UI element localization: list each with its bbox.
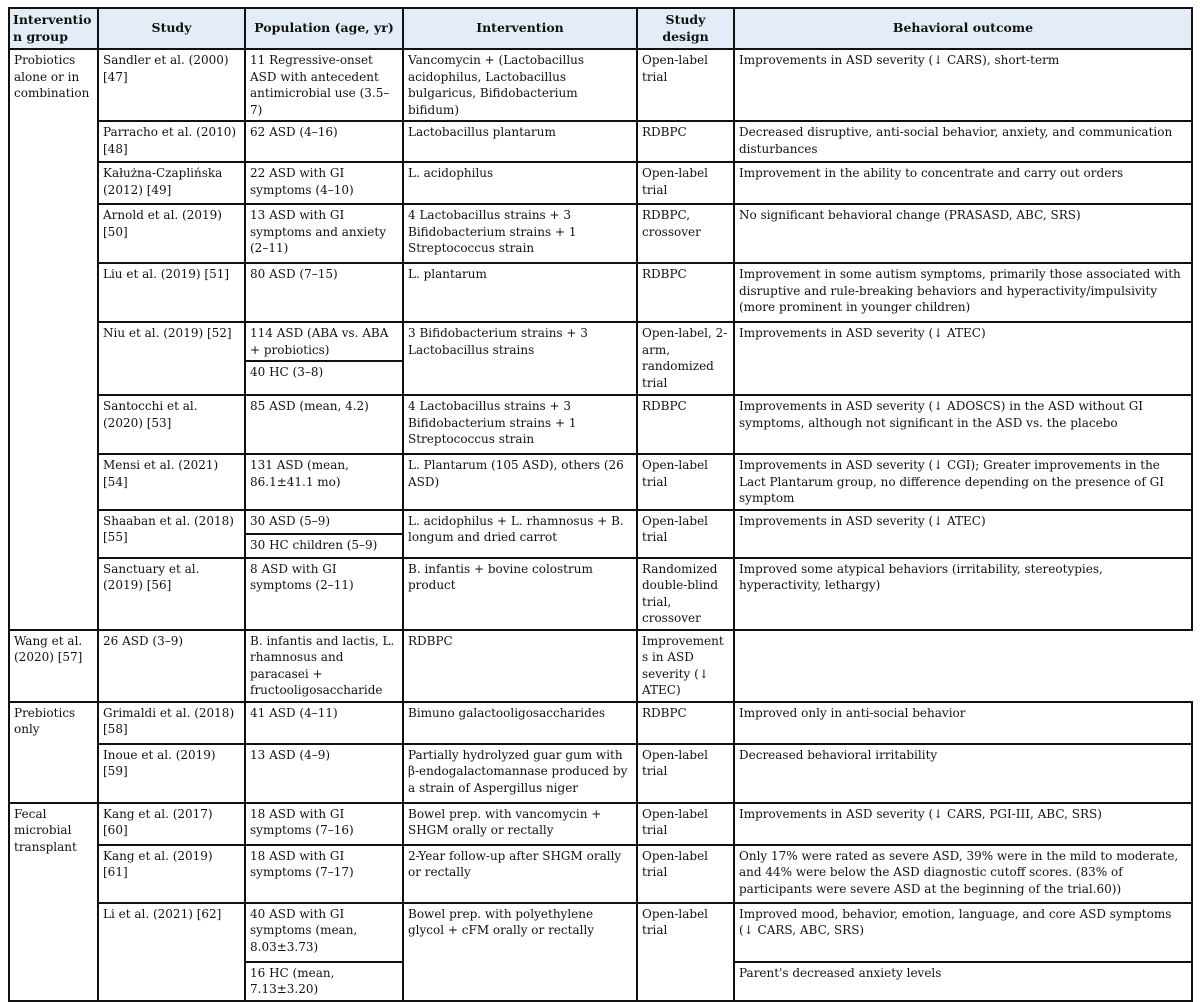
- intervention-cell: Bowel prep. with vancomycin + SHGM orally or rectally: [403, 803, 637, 845]
- design-cell: RDBPC: [637, 263, 734, 322]
- population-cell: 40 ASD with GI symptoms (mean, 8.03±3.73): [245, 903, 403, 962]
- design-cell: Open-label trial: [637, 845, 734, 903]
- intervention-cell: L. acidophilus: [403, 162, 637, 204]
- intervention-cell: L. Plantarum (105 ASD), others (26 ASD): [403, 454, 637, 510]
- intervention-cell: Bowel prep. with polyethylene glycol + cFM orally or rectally: [403, 903, 637, 1001]
- outcome-cell: Improved some atypical behaviors (irritability, stereotypies, hyperactivity, lethargy): [734, 558, 1192, 630]
- header-population: Population (age, yr): [245, 8, 403, 49]
- intervention-cell: Vancomycin + (Lactobacillus acidophilus, Lactobacillus bulgaricus, Bifidobacterium bifidum): [403, 49, 637, 121]
- design-cell: Open-label, 2-arm, randomized trial: [637, 322, 734, 395]
- study-cell: Liu et al. (2019) [51]: [98, 263, 245, 322]
- intervention-cell: Lactobacillus plantarum: [403, 121, 637, 162]
- population-cell: 114 ASD (ABA vs. ABA + probiotics): [245, 322, 403, 361]
- table-row: [9, 395, 1192, 454]
- population-cell: 11 Regressive-onset ASD with antecedent antimicrobial use (3.5–7): [245, 49, 403, 121]
- header-row: [9, 8, 1192, 49]
- population-cell: 85 ASD (mean, 4.2): [245, 395, 403, 454]
- study-cell: Kang et al. (2017) [60]: [98, 803, 245, 845]
- study-cell: Wang et al. (2020) [57]: [9, 630, 98, 702]
- design-cell: Open-label trial: [637, 454, 734, 510]
- outcome-cell: Improvements in ASD severity (↓ ATEC): [734, 510, 1192, 558]
- intervention-cell: Bimuno galactooligosaccharides: [403, 702, 637, 744]
- intervention-cell: 3 Bifidobacterium strains + 3 Lactobacillus strains: [403, 322, 637, 395]
- table-row: [9, 263, 1192, 322]
- intervention-cell: 2-Year follow-up after SHGM orally or rectally: [403, 845, 637, 903]
- outcome-cell: Improvements in ASD severity (↓ ADOSCS) in the ASD without GI symptoms, although not significant in the ASD vs. the placebo: [734, 395, 1192, 454]
- intervention-cell: L. plantarum: [403, 263, 637, 322]
- design-cell: Open-label trial: [637, 49, 734, 121]
- header-intervention-group: Intervention group: [9, 8, 98, 49]
- population-cell: 22 ASD with GI symptoms (4–10): [245, 162, 403, 204]
- design-cell: Open-label trial: [637, 903, 734, 1001]
- table-row: [9, 322, 1192, 361]
- design-cell: Randomized double-blind trial, crossover: [637, 558, 734, 630]
- outcome-cell: Parent's decreased anxiety levels: [734, 962, 1192, 1001]
- table-row: [9, 903, 1192, 962]
- design-cell: Open-label trial: [637, 803, 734, 845]
- table-row: [9, 702, 1192, 744]
- table-row: [9, 803, 1192, 845]
- outcome-cell: Only 17% were rated as severe ASD, 39% were in the mild to moderate, and 44% were below the ASD diagnostic cutoff scores. (83% of participants were severe ASD at the beginning of the trial.60)): [734, 845, 1192, 903]
- table-row: [9, 454, 1192, 510]
- population-cell: 18 ASD with GI symptoms (7–17): [245, 845, 403, 903]
- population-cell: 131 ASD (mean, 86.1±41.1 mo): [245, 454, 403, 510]
- study-cell: Mensi et al. (2021) [54]: [98, 454, 245, 510]
- table-row: [9, 49, 1192, 121]
- study-cell: Shaaban et al. (2018) [55]: [98, 510, 245, 558]
- design-cell: RDBPC: [637, 395, 734, 454]
- study-cell: Grimaldi et al. (2018) [58]: [98, 702, 245, 744]
- outcome-cell: Improvements in ASD severity (↓ CGI); Greater improvements in the Lact Plantarum group, no difference depending on the presence of GI symptom: [734, 454, 1192, 510]
- table-row: [9, 558, 1192, 630]
- population-cell: 41 ASD (4–11): [245, 702, 403, 744]
- header-intervention: Intervention: [403, 8, 637, 49]
- population-cell: 8 ASD with GI symptoms (2–11): [245, 558, 403, 630]
- table-row: [9, 630, 1192, 702]
- design-cell: RDBPC, crossover: [637, 204, 734, 263]
- design-cell: RDBPC: [637, 702, 734, 744]
- table-row: [9, 744, 1192, 803]
- population-cell: 30 ASD (5–9): [245, 510, 403, 534]
- outcome-cell: Improvements in ASD severity (↓ CARS, PGI-III, ABC, SRS): [734, 803, 1192, 845]
- intervention-cell: 4 Lactobacillus strains + 3 Bifidobacterium strains + 1 Streptococcus strain: [403, 204, 637, 263]
- table-row: [9, 510, 1192, 534]
- study-cell: Li et al. (2021) [62]: [98, 903, 245, 1001]
- study-cell: Santocchi et al. (2020) [53]: [98, 395, 245, 454]
- design-cell: Open-label trial: [637, 162, 734, 204]
- outcome-cell: Improvements in ASD severity (↓ CARS), short-term: [734, 49, 1192, 121]
- design-cell: RDBPC: [403, 630, 637, 702]
- study-cell: Sandler et al. (2000) [47]: [98, 49, 245, 121]
- group-prebiotics: Prebiotics only: [9, 702, 98, 803]
- population-cell: 13 ASD with GI symptoms and anxiety (2–11): [245, 204, 403, 263]
- group-probiotics: Probiotics alone or in combination: [9, 49, 98, 630]
- intervention-cell: B. infantis + bovine colostrum product: [403, 558, 637, 630]
- population-cell: 30 HC children (5–9): [245, 534, 403, 558]
- outcome-cell: Improved only in anti-social behavior: [734, 702, 1192, 744]
- study-cell: Sanctuary et al. (2019) [56]: [98, 558, 245, 630]
- population-cell: 80 ASD (7–15): [245, 263, 403, 322]
- study-table: [8, 7, 1193, 1002]
- header-behavioral-outcome: Behavioral outcome: [734, 8, 1192, 49]
- population-cell: 13 ASD (4–9): [245, 744, 403, 803]
- outcome-cell: Improvement in the ability to concentrate and carry out orders: [734, 162, 1192, 204]
- study-cell: Niu et al. (2019) [52]: [98, 322, 245, 395]
- design-cell: RDBPC: [637, 121, 734, 162]
- header-study-design: Study design: [637, 8, 734, 49]
- intervention-cell: Partially hydrolyzed guar gum with β-endogalactomannase produced by a strain of Aspergillus niger: [403, 744, 637, 803]
- study-cell: Kałużna-Czaplińska (2012) [49]: [98, 162, 245, 204]
- design-cell: Open-label trial: [637, 744, 734, 803]
- outcome-cell: Improvements in ASD severity (↓ ATEC): [637, 630, 734, 702]
- outcome-cell: Improvements in ASD severity (↓ ATEC): [734, 322, 1192, 395]
- study-cell: Parracho et al. (2010) [48]: [98, 121, 245, 162]
- group-fmt: Fecal microbial transplant: [9, 803, 98, 1001]
- table-row: [9, 204, 1192, 263]
- table-row: [9, 121, 1192, 162]
- study-cell: Arnold et al. (2019) [50]: [98, 204, 245, 263]
- outcome-cell: No significant behavioral change (PRASASD, ABC, SRS): [734, 204, 1192, 263]
- intervention-cell: B. infantis and lactis, L. rhamnosus and paracasei + fructooligosaccharide: [245, 630, 403, 702]
- study-cell: Inoue et al. (2019) [59]: [98, 744, 245, 803]
- population-cell: 26 ASD (3–9): [98, 630, 245, 702]
- table-row: [9, 162, 1192, 204]
- table-row: [9, 845, 1192, 903]
- outcome-cell: Decreased behavioral irritability: [734, 744, 1192, 803]
- study-cell: Kang et al. (2019) [61]: [98, 845, 245, 903]
- design-cell: Open-label trial: [637, 510, 734, 558]
- outcome-cell: Improved mood, behavior, emotion, language, and core ASD symptoms (↓ CARS, ABC, SRS): [734, 903, 1192, 962]
- population-cell: 18 ASD with GI symptoms (7–16): [245, 803, 403, 845]
- intervention-cell: L. acidophilus + L. rhamnosus + B. longum and dried carrot: [403, 510, 637, 558]
- outcome-cell: Improvement in some autism symptoms, primarily those associated with disruptive and rule-breaking behaviors and hyperactivity/impulsivity (more prominent in younger children): [734, 263, 1192, 322]
- intervention-cell: 4 Lactobacillus strains + 3 Bifidobacterium strains + 1 Streptococcus strain: [403, 395, 637, 454]
- population-cell: 40 HC (3–8): [245, 361, 403, 395]
- header-study: Study: [98, 8, 245, 49]
- population-cell: 62 ASD (4–16): [245, 121, 403, 162]
- outcome-cell: Decreased disruptive, anti-social behavior, anxiety, and communication disturbances: [734, 121, 1192, 162]
- population-cell: 16 HC (mean, 7.13±3.20): [245, 962, 403, 1001]
